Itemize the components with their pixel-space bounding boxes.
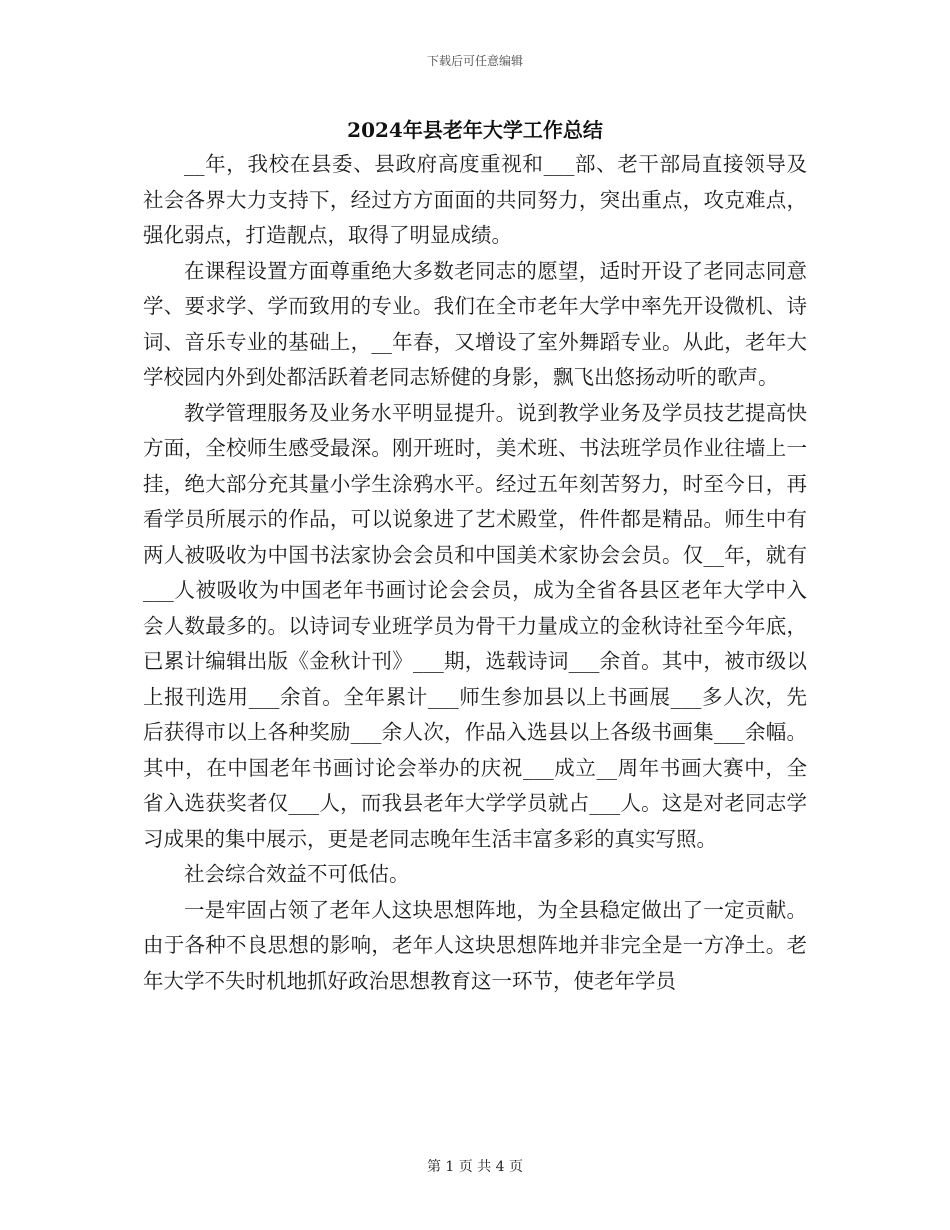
paragraph-1: __年，我校在县委、县政府高度重视和___部、老干部局直接领导及社会各界大力支持下，经过方方面面的共同努力，突出重点，攻克难点，强化弱点，打造靓点，取得了明显成绩。: [143, 152, 807, 247]
paragraph-3: 教学管理服务及业务水平明显提升。说到教学业务及学员技艺提高快方面，全校师生感受最深。刚开班时，美术班、书法班学员作业往墙上一挂，绝大部分充其量小学生涂鸦水平。经过五年刻苦努力，时至今日，再看学员所展示的作品，可以说象进了艺术殿堂，件件都是精品。师生中有两人被吸收为中国书法家协会会员和中国美术家协会会员。仅__年，就有___人被吸收为中国老年书画讨论会会员，成为全省各县区老年大学中入会人数最多的。以诗词专业班学员为骨干力量成立的金秋诗社至今年底，已累计编辑出版《金秋计刊》___期，选载诗词___余首。其中，被市级以上报刊选用___余首。全年累计___师生参加县以上书画展___多人次，先后获得市以上各种奖励___余人次，作品入选县以上各级书画集___余幅。其中，在中国老年书画讨论会举办的庆祝___成立__周年书画大赛中，全省入选获奖者仅___人，而我县老年大学学员就占___人。这是对老同志学习成果的集中展示，更是老同志晚年生活丰富多彩的真实写照。: [143, 400, 807, 851]
document-body: [143, 147, 807, 999]
document-title: 2024年县老年大学工作总结: [347, 118, 603, 142]
paragraph-2: 在课程设置方面尊重绝大多数老同志的愿望，适时开设了老同志同意学、要求学、学而致用的专业。我们在全市老年大学中率先开设微机、诗词、音乐专业的基础上，__年春，又增设了室外舞蹈专业。从此，老年大学校园内外到处都活跃着老同志矫健的身影，飘飞出悠扬动听的歌声。: [143, 258, 807, 389]
page-footer: 第 1 页 共 4 页: [426, 1159, 524, 1175]
paragraph-5: 一是牢固占领了老年人这块思想阵地，为全县稳定做出了一定贡献。由于各种不良思想的影响，老年人这块思想阵地并非完全是一方净土。老年大学不失时机地抓好政治思想教育这一环节，使老年学员: [143, 897, 807, 993]
paragraph-4: 社会综合效益不可低估。: [184, 862, 410, 886]
header-note: 下载后可任意编辑: [426, 54, 523, 68]
